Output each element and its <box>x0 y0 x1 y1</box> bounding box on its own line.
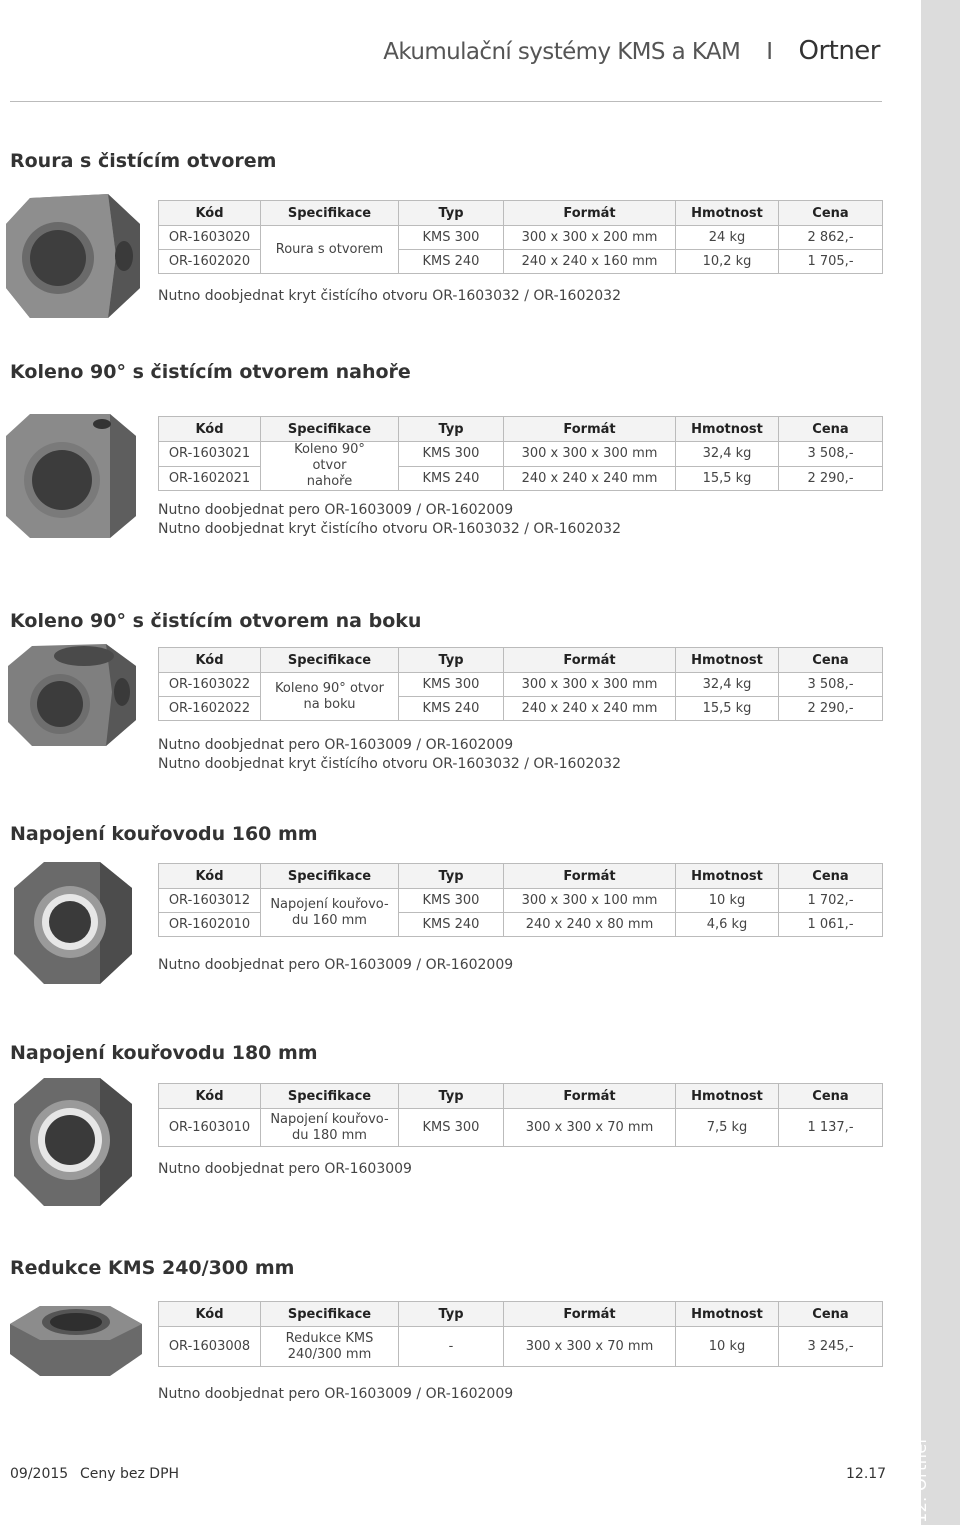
product-image-flue-180 <box>0 1074 150 1212</box>
col-header-code: Kód <box>159 864 261 889</box>
cell-weight: 10 kg <box>676 889 779 913</box>
product-image-elbow-side <box>0 640 150 750</box>
cell-code: OR-1602010 <box>159 913 261 937</box>
footer-price-note: Ceny bez DPH <box>80 1466 180 1482</box>
cell-format: 240 x 240 x 160 mm <box>504 250 676 274</box>
order-note: Nutno doobjednat kryt čistícího otvoru OR-1603032 / OR-1602032 <box>158 521 621 537</box>
cell-price: 1 061,- <box>779 913 883 937</box>
section-title: Roura s čistícím otvorem <box>10 150 277 172</box>
cell-type: KMS 300 <box>399 442 504 467</box>
cell-format: 240 x 240 x 240 mm <box>504 466 676 491</box>
cell-format: 300 x 300 x 70 mm <box>504 1327 676 1367</box>
col-header-format: Formát <box>504 1084 676 1109</box>
table-header-row <box>159 648 883 673</box>
header-separator: I <box>766 39 773 65</box>
col-header-weight: Hmotnost <box>676 648 779 673</box>
cell-type: KMS 300 <box>399 226 504 250</box>
col-header-code: Kód <box>159 201 261 226</box>
cell-type: KMS 300 <box>399 889 504 913</box>
header-brand: Ortner <box>798 36 880 66</box>
product-table <box>158 647 883 721</box>
product-table <box>158 1083 883 1147</box>
order-note: Nutno doobjednat pero OR-1603009 / OR-1602009 <box>158 502 514 518</box>
col-header-format: Formát <box>504 201 676 226</box>
cell-price: 3 508,- <box>779 673 883 697</box>
col-header-price: Cena <box>779 864 883 889</box>
cell-spec: Koleno 90° otvor nahoře <box>261 442 399 491</box>
cell-type: KMS 300 <box>399 673 504 697</box>
col-header-weight: Hmotnost <box>676 417 779 442</box>
col-header-price: Cena <box>779 417 883 442</box>
product-table <box>158 1301 883 1367</box>
header-title: Akumulační systémy KMS a KAM <box>383 39 741 65</box>
cell-code: OR-1602022 <box>159 697 261 721</box>
product-table <box>158 863 883 937</box>
cell-weight: 7,5 kg <box>676 1109 779 1147</box>
table-row <box>159 673 883 697</box>
col-header-format: Formát <box>504 417 676 442</box>
cell-code: OR-1603022 <box>159 673 261 697</box>
table-row <box>159 1327 883 1367</box>
cell-type: KMS 240 <box>399 466 504 491</box>
cell-format: 300 x 300 x 200 mm <box>504 226 676 250</box>
cell-code: OR-1603020 <box>159 226 261 250</box>
cell-weight: 15,5 kg <box>676 466 779 491</box>
footer-date: 09/2015 <box>10 1466 69 1482</box>
footer-page-number: 12.17 <box>846 1466 887 1482</box>
cell-format: 300 x 300 x 300 mm <box>504 673 676 697</box>
product-table <box>158 200 883 274</box>
col-header-weight: Hmotnost <box>676 201 779 226</box>
col-header-type: Typ <box>399 1302 504 1327</box>
cell-spec: Napojení kouřovo-du 160 mm <box>261 889 399 937</box>
order-note: Nutno doobjednat kryt čistícího otvoru OR-1603032 / OR-1602032 <box>158 288 621 304</box>
cell-code: OR-1603010 <box>159 1109 261 1147</box>
cell-format: 240 x 240 x 240 mm <box>504 697 676 721</box>
col-header-spec: Specifikace <box>261 201 399 226</box>
table-row <box>159 226 883 250</box>
cell-price: 2 862,- <box>779 226 883 250</box>
chapter-label: 12. Ortner <box>911 1436 930 1523</box>
col-header-spec: Specifikace <box>261 1302 399 1327</box>
col-header-weight: Hmotnost <box>676 864 779 889</box>
order-note: Nutno doobjednat pero OR-1603009 / OR-1602009 <box>158 737 514 753</box>
col-header-spec: Specifikace <box>261 417 399 442</box>
cell-spec: Napojení kouřovo-du 180 mm <box>261 1109 399 1147</box>
col-header-weight: Hmotnost <box>676 1084 779 1109</box>
col-header-format: Formát <box>504 864 676 889</box>
col-header-code: Kód <box>159 417 261 442</box>
table-header-row <box>159 1302 883 1327</box>
col-header-type: Typ <box>399 417 504 442</box>
cell-price: 2 290,- <box>779 466 883 491</box>
order-note: Nutno doobjednat pero OR-1603009 <box>158 1161 412 1177</box>
cell-price: 1 705,- <box>779 250 883 274</box>
cell-price: 2 290,- <box>779 697 883 721</box>
cell-code: OR-1603021 <box>159 442 261 467</box>
product-image-reducer <box>0 1298 150 1380</box>
col-header-format: Formát <box>504 648 676 673</box>
table-row <box>159 1109 883 1147</box>
cell-code: OR-1603008 <box>159 1327 261 1367</box>
section-title: Napojení kouřovodu 160 mm <box>10 823 318 845</box>
cell-weight: 4,6 kg <box>676 913 779 937</box>
cell-format: 240 x 240 x 80 mm <box>504 913 676 937</box>
col-header-type: Typ <box>399 648 504 673</box>
table-header-row <box>159 201 883 226</box>
section-title: Koleno 90° s čistícím otvorem nahoře <box>10 361 411 383</box>
cell-spec: Redukce KMS 240/300 mm <box>261 1327 399 1367</box>
cell-price: 1 702,- <box>779 889 883 913</box>
col-header-price: Cena <box>779 201 883 226</box>
col-header-price: Cena <box>779 648 883 673</box>
page-header <box>383 36 880 66</box>
section-title: Redukce KMS 240/300 mm <box>10 1257 295 1279</box>
product-image-flue-160 <box>0 858 150 990</box>
table-row <box>159 442 883 467</box>
product-image-pipe <box>0 186 150 326</box>
table-header-row <box>159 864 883 889</box>
col-header-format: Formát <box>504 1302 676 1327</box>
cell-code: OR-1603012 <box>159 889 261 913</box>
cell-type: - <box>399 1327 504 1367</box>
cell-type: KMS 240 <box>399 250 504 274</box>
col-header-type: Typ <box>399 1084 504 1109</box>
product-image-elbow-top <box>0 406 150 546</box>
col-header-code: Kód <box>159 648 261 673</box>
col-header-code: Kód <box>159 1302 261 1327</box>
cell-weight: 10 kg <box>676 1327 779 1367</box>
cell-weight: 32,4 kg <box>676 442 779 467</box>
cell-type: KMS 240 <box>399 697 504 721</box>
cell-price: 3 245,- <box>779 1327 883 1367</box>
header-divider <box>10 101 882 102</box>
cell-weight: 24 kg <box>676 226 779 250</box>
section-title: Napojení kouřovodu 180 mm <box>10 1042 318 1064</box>
table-row <box>159 889 883 913</box>
col-header-weight: Hmotnost <box>676 1302 779 1327</box>
cell-format: 300 x 300 x 70 mm <box>504 1109 676 1147</box>
col-header-type: Typ <box>399 201 504 226</box>
cell-spec: Roura s otvorem <box>261 226 399 274</box>
cell-code: OR-1602021 <box>159 466 261 491</box>
col-header-spec: Specifikace <box>261 648 399 673</box>
cell-code: OR-1602020 <box>159 250 261 274</box>
order-note: Nutno doobjednat pero OR-1603009 / OR-1602009 <box>158 1386 514 1402</box>
cell-weight: 10,2 kg <box>676 250 779 274</box>
col-header-price: Cena <box>779 1084 883 1109</box>
col-header-price: Cena <box>779 1302 883 1327</box>
col-header-spec: Specifikace <box>261 864 399 889</box>
cell-price: 3 508,- <box>779 442 883 467</box>
cell-weight: 32,4 kg <box>676 673 779 697</box>
product-table <box>158 416 883 491</box>
cell-price: 1 137,- <box>779 1109 883 1147</box>
order-note: Nutno doobjednat pero OR-1603009 / OR-1602009 <box>158 957 514 973</box>
cell-weight: 15,5 kg <box>676 697 779 721</box>
cell-type: KMS 240 <box>399 913 504 937</box>
table-header-row <box>159 417 883 442</box>
cell-format: 300 x 300 x 300 mm <box>504 442 676 467</box>
order-note: Nutno doobjednat kryt čistícího otvoru OR-1603032 / OR-1602032 <box>158 756 621 772</box>
section-title: Koleno 90° s čistícím otvorem na boku <box>10 610 422 632</box>
table-header-row <box>159 1084 883 1109</box>
chapter-sidebar <box>911 0 960 1525</box>
col-header-type: Typ <box>399 864 504 889</box>
col-header-code: Kód <box>159 1084 261 1109</box>
cell-spec: Koleno 90° otvor na boku <box>261 673 399 721</box>
cell-format: 300 x 300 x 100 mm <box>504 889 676 913</box>
cell-type: KMS 300 <box>399 1109 504 1147</box>
col-header-spec: Specifikace <box>261 1084 399 1109</box>
